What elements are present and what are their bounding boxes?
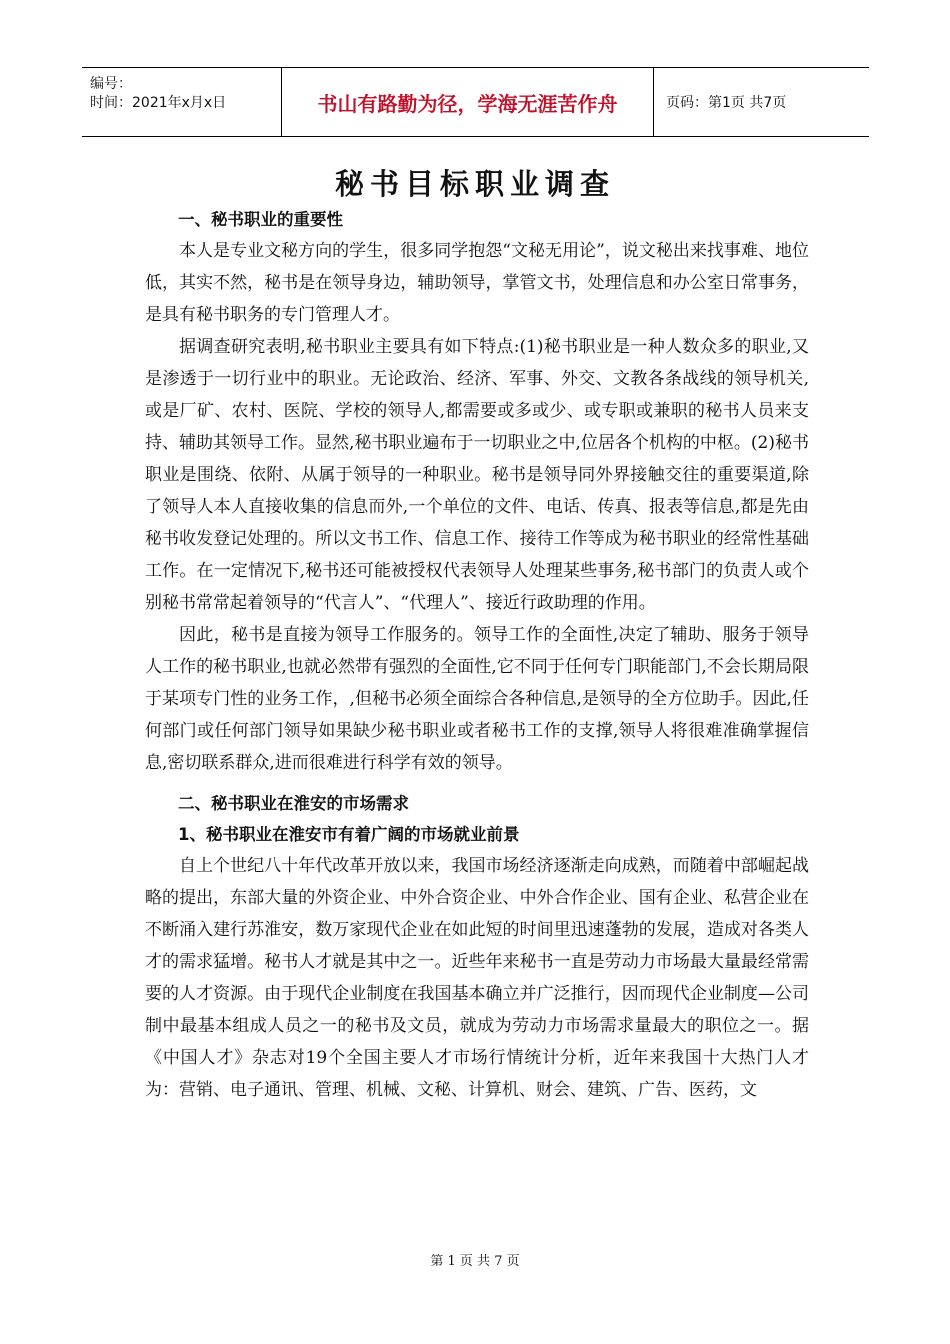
header-page-info: 页码：第1页 共7页 bbox=[666, 95, 787, 111]
page-footer: 第 1 页 共 7 页 bbox=[430, 1254, 520, 1269]
document-number-label: 编号： bbox=[90, 76, 132, 92]
section1-paragraph-3: 因此，秘书是直接为领导工作服务的。领导工作的全面性,决定了辅助、服务于领导人工作的秘书职业,也就必然带有强烈的全面性,它不同于任何专门职能部门,不会长期局限于某项专门性的业务工作，,但秘书必须全面综合各种信息,是领导的全方位助手。因此,任何部门或任何部门领导如果缺少秘书职业或者秘书工作的支撑,领导人将很难准确掌握信息,密切联系群众,进而很难进行科学有效的领导。 bbox=[145, 625, 809, 773]
document-header bbox=[82, 67, 869, 137]
document-time-label: 时间：2021年x月x日 bbox=[90, 95, 227, 111]
document-body bbox=[145, 204, 809, 1106]
header-motto: 书山有路勤为径，学海无涯苦作舟 bbox=[282, 68, 654, 136]
section1-paragraph-1: 本人是专业文秘方向的学生，很多同学抱怨“文秘无用论”，说文秘出来找事难、地位低，其实不然，秘书是在领导身边，辅助领导，掌管文书，处理信息和办公室日常事务，是具有秘书职务的专门管理人才。 bbox=[145, 241, 809, 325]
section2-paragraph-1: 自上个世纪八十年代改革开放以来，我国市场经济逐渐走向成熟，而随着中部崛起战略的提出，东部大量的外资企业、中外合资企业、中外合作企业、国有企业、私营企业在不断涌入建行苏淮安，数万家现代企业在如此短的时间里迅速蓬勃的发展，造成对各类人才的需求猛增。秘书人才就是其中之一。近些年来秘书一直是劳动力市场最大量最经常需要的人才资源。由于现代企业制度在我国基本确立并广泛推行，因而现代企业制度—公司制中最基本组成人员之一的秘书及文员，就成为劳动力市场需求量最大的职位之一。据《中国人才》杂志对19个全国主要人才市场行情统计分析，近年来我国十大热门人才为：营销、电子通讯、管理、机械、文秘、计算机、财会、建筑、广告、医药，文 bbox=[145, 856, 809, 1100]
header-meta-cell bbox=[82, 68, 282, 136]
section1-heading: 一、秘书职业的重要性 bbox=[178, 210, 343, 229]
section2-heading: 二、秘书职业在淮安的市场需求 bbox=[178, 794, 409, 813]
section2-subheading: 1、秘书职业在淮安市有着广阔的市场就业前景 bbox=[178, 825, 520, 844]
document-title: 秘书目标职业调查 bbox=[334, 167, 615, 201]
section1-paragraph-2: 据调查研究表明,秘书职业主要具有如下特点:(1)秘书职业是一种人数众多的职业,又是渗透于一切行业中的职业。无论政治、经济、军事、外交、文教各条战线的领导机关,或是厂矿、农村、医院、学校的领导人,都需要或多或少、或专职或兼职的秘书人员来支持、辅助其领导工作。显然,秘书职业遍布于一切职业之中,位居各个机构的中枢。(2)秘书职业是围绕、依附、从属于领导的一种职业。秘书是领导同外界接触交往的重要渠道,除了领导人本人直接收集的信息而外,一个单位的文件、电话、传真、报表等信息,都是先由秘书收发登记处理的。所以文书工作、信息工作、接待工作等成为秘书职业的经常性基础工作。在一定情况下,秘书还可能被授权代表领导人处理某些事务,秘书部门的负责人或个别秘书常常起着领导的“代言人”、“代理人”、接近行政助理的作用。 bbox=[145, 337, 809, 613]
